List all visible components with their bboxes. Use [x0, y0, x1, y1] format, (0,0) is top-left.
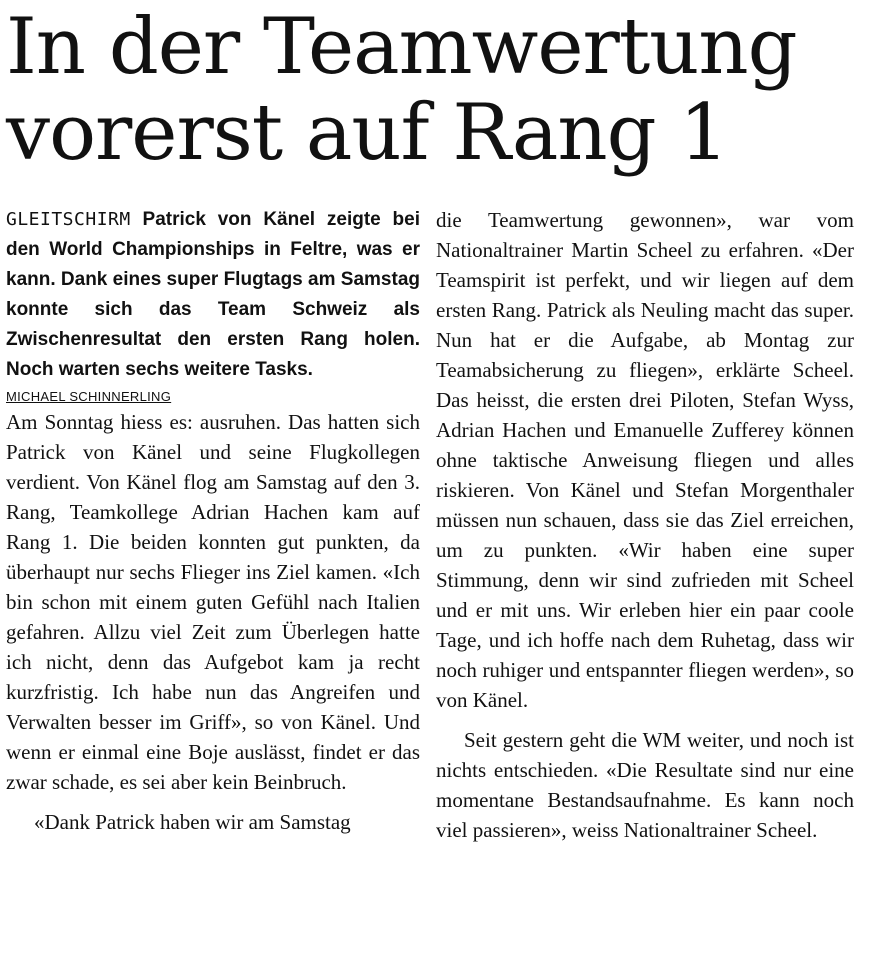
kicker: GLEITSCHIRM: [6, 209, 131, 230]
lead-text: Patrick von Känel zeigte bei den World Championships in Feltre, was er kann. Dank eines super Flugtags am Samstag konnte sich das Team Schweiz als Zwischenresultat den ersten Rang holen. Noch warten sechs weitere Tasks.: [6, 209, 421, 380]
headline-line-1: In der Teamwertung: [6, 2, 797, 92]
body-paragraph-4: Seit gestern geht die WM weiter, und noch ist nichts entschieden. «Die Resultate sind nur eine momentane Bestandsaufnahme. Es kann noch viel passieren», weiss Nationaltrainer Scheel.: [436, 728, 854, 842]
author-byline: MICHAEL SCHINNERLING: [6, 389, 172, 404]
body-paragraph-2: «Dank Patrick haben wir am Samstag: [34, 810, 351, 834]
column-left: [6, 205, 420, 837]
body-paragraph-1: Am Sonntag hiess es: ausruhen. Das hatten sich Patrick von Känel und seine Flugkollegen verdient. Von Känel flog am Samstag auf den 3. Rang, Teamkollege Adrian Hachen kam auf Rang 1. Die beiden konnten gut punkten, da überhaupt nur sechs Flieger ins Ziel kamen. «Ich bin schon mit einem guten Gefühl nach Italien gefahren. Allzu viel Zeit zum Überlegen hatte ich nicht, denn das Aufgebot kam ja recht kurzfristig. Ich habe nun das Angreifen und Verwalten besser im Griff», so von Känel. Und wenn er einmal eine Boje auslässt, findet er das zwar schade, es sei aber kein Beinbruch.: [6, 410, 420, 794]
headline: [6, 4, 886, 176]
column-right: [436, 205, 854, 845]
body-paragraph-3: die Teamwertung gewonnen», war vom Nationaltrainer Martin Scheel zu erfahren. «Der Teamspirit ist perfekt, und wir liegen auf dem ersten Rang. Patrick als Neuling macht das super. Nun hat er die Aufgabe, ab Montag zur Teamabsicherung zu fliegen», erklärte Scheel. Das heisst, die ersten drei Piloten, Stefan Wyss, Adrian Hachen und Emanuelle Zufferey können ohne taktische Anweisung fliegen und alles riskieren. Von Känel und Stefan Morgenthaler müssen nun schauen, dass sie das Ziel erreichen, um zu punkten. «Wir haben eine super Stimmung, denn wir sind zufrieden mit Scheel und er mit uns. Wir erleben hier ein paar coole Tage, und ich hoffe nach dem Ruhetag, dass wir noch ruhiger und entspannter fliegen werden», so von Känel.: [436, 208, 854, 712]
lead-paragraph: [6, 205, 420, 385]
headline-line-2: vorerst auf Rang 1: [6, 88, 728, 178]
